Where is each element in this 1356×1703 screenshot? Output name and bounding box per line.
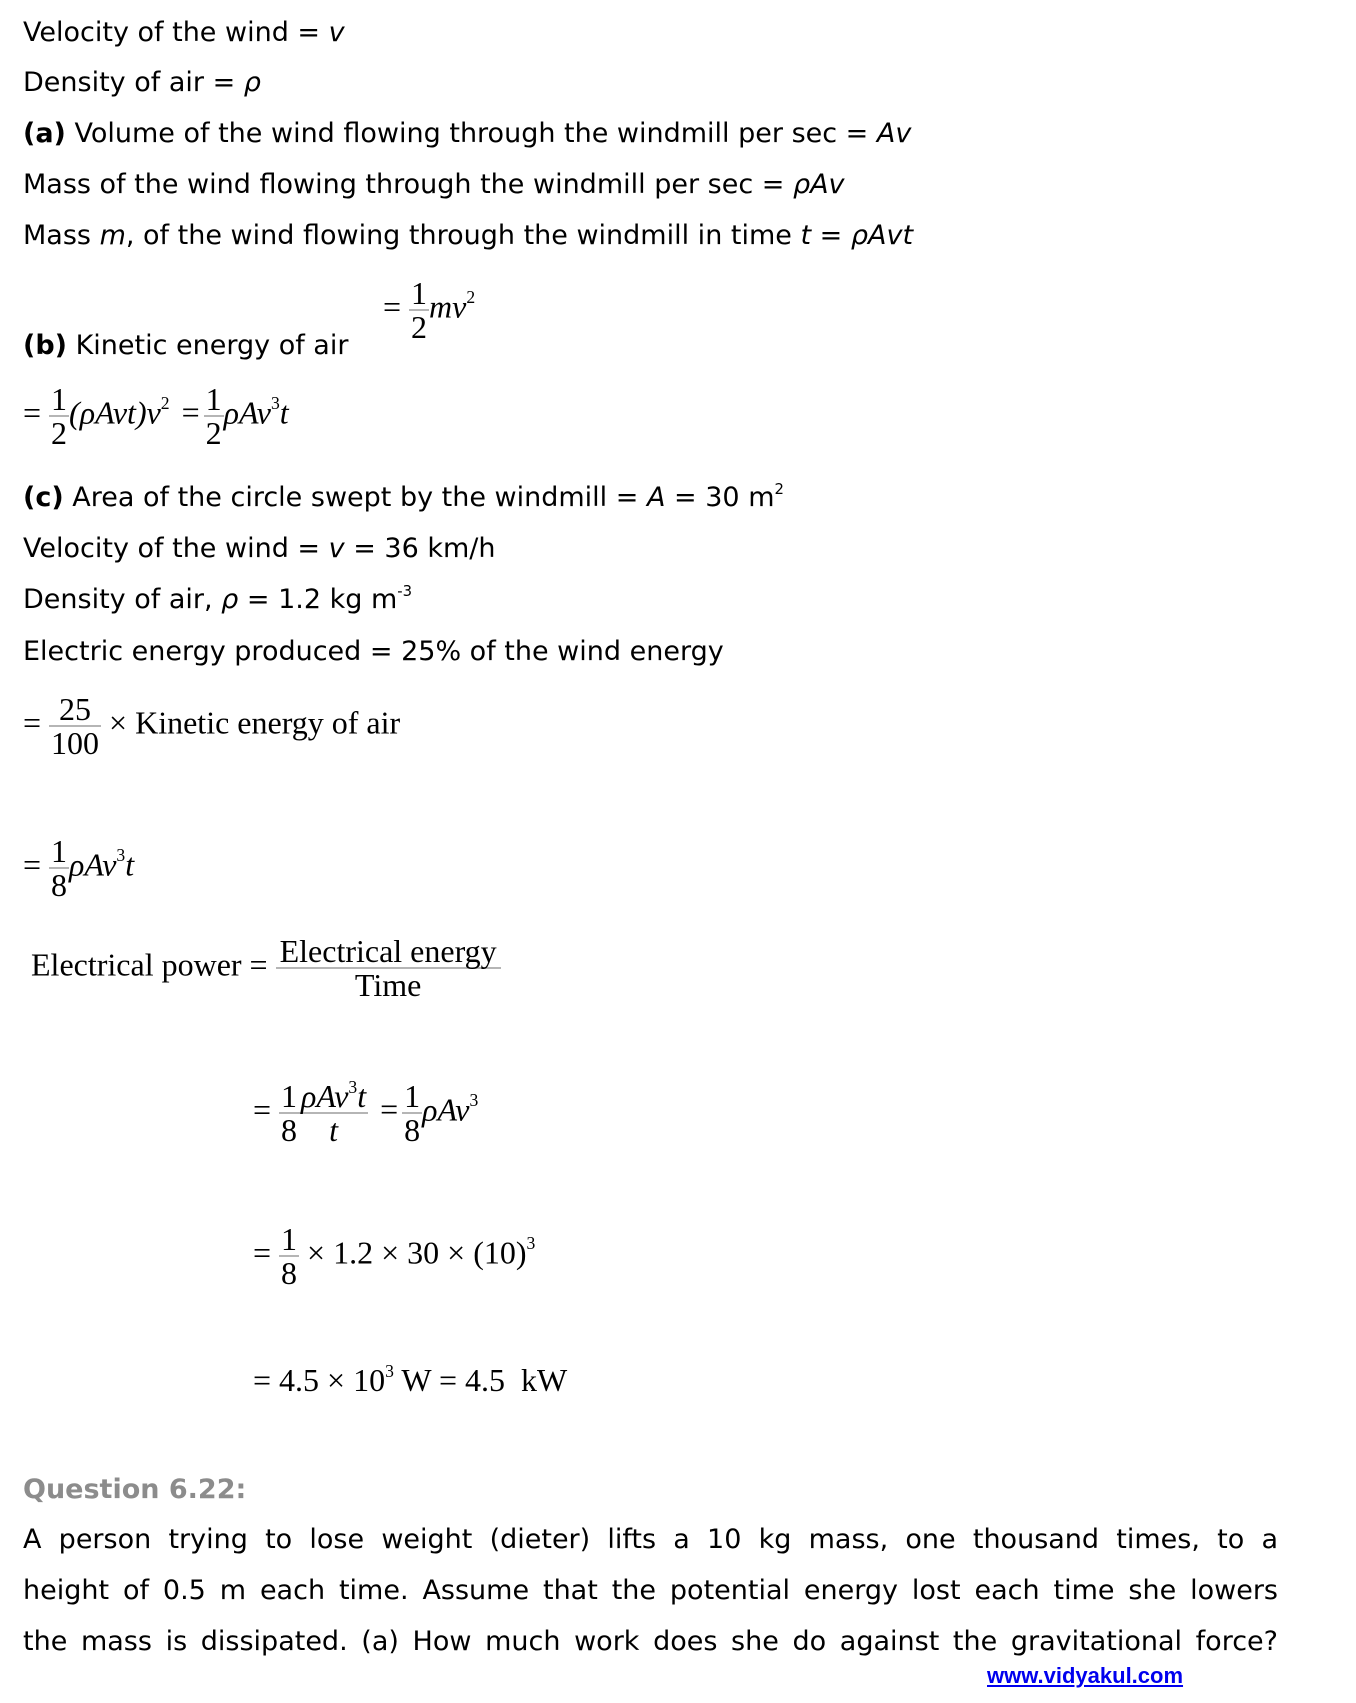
expression: × 1.2 × 30 × (10) — [307, 1234, 527, 1271]
power-result — [253, 1362, 567, 1399]
mass-per-sec-value: ρAv — [792, 169, 845, 200]
expression: (ρAvt)v — [69, 394, 161, 431]
denominator: 8 — [404, 1112, 421, 1148]
fraction — [49, 835, 69, 901]
equals: = — [253, 1362, 272, 1398]
question-line-3: the mass is dissipated. (a) How much work does she do against the gravitational force? — [23, 1626, 1278, 1657]
fraction — [299, 1076, 368, 1148]
denominator: 2 — [411, 309, 428, 345]
area-symbol: A — [646, 482, 666, 513]
numerator: Electrical energy — [279, 933, 497, 969]
numerator: 25 — [59, 691, 92, 727]
numerator: 1 — [411, 275, 428, 311]
fraction — [402, 1080, 422, 1146]
part-b-text: Kinetic energy of air — [67, 330, 349, 361]
equals: = — [23, 846, 42, 883]
mass-time-text: , of the wind flowing through the windmill in time — [125, 220, 801, 251]
energy-text: Electric energy produced = 25% of the wind energy — [23, 636, 724, 667]
exponent: 3 — [270, 393, 280, 414]
numerator: 1 — [281, 1078, 298, 1114]
exponent: -3 — [397, 581, 413, 600]
density-value: = 1.2 kg m — [238, 584, 398, 615]
denominator: 100 — [51, 725, 100, 761]
fraction — [409, 277, 429, 343]
area-value: = 30 m — [665, 482, 775, 513]
denominator: 8 — [281, 1112, 298, 1148]
ke-expansion — [23, 383, 289, 449]
exponent: 2 — [466, 287, 476, 308]
exponent: 3 — [116, 845, 126, 866]
mass-per-sec-text: Mass of the wind flowing through the windmill per sec = — [23, 169, 793, 200]
velocity-value: = 36 km/h — [344, 533, 496, 564]
power-label: Electrical power = — [31, 946, 268, 983]
velocity-symbol: v — [328, 533, 345, 564]
fraction — [49, 693, 101, 759]
question-line-2: height of 0.5 m each time. Assume that the potential energy lost each time she lowers — [23, 1575, 1278, 1606]
expression: mv — [429, 288, 467, 325]
denominator: 2 — [51, 415, 68, 451]
part-a-mass-time — [23, 220, 913, 251]
electric-energy-simplified — [23, 835, 134, 901]
exponent: 3 — [469, 1090, 479, 1111]
expression: ρAv — [301, 1078, 349, 1114]
area-text: Area of the circle swept by the windmill = — [63, 482, 647, 513]
volume-value: Av — [876, 118, 912, 149]
part-a-marker: (a) — [23, 118, 66, 149]
part-c-marker: (c) — [23, 482, 64, 513]
expression: × Kinetic energy of air — [109, 704, 401, 741]
result: W = 4.5 kW — [393, 1362, 568, 1398]
expression: 4.5 × 10 — [279, 1362, 386, 1398]
equals: = — [23, 394, 42, 431]
volume-text: Volume of the wind flowing through the windmill per sec = — [65, 118, 877, 149]
denominator: 8 — [51, 867, 68, 903]
part-c-velocity — [23, 533, 495, 564]
expression: t — [357, 1078, 367, 1114]
numerator: 1 — [404, 1078, 421, 1114]
equals: = — [181, 394, 200, 431]
density-label: Density of air = — [23, 67, 244, 98]
question-title: Question 6.22: — [23, 1474, 247, 1505]
part-c-area — [23, 479, 784, 513]
expression: t — [279, 394, 289, 431]
expression: ρAv — [223, 394, 271, 431]
ke-formula — [383, 277, 475, 343]
denominator: t — [299, 1112, 368, 1146]
mass-time-prefix: Mass — [23, 220, 100, 251]
equals: = — [811, 220, 851, 251]
exponent: 3 — [526, 1233, 536, 1254]
fraction — [276, 935, 501, 1001]
exponent: 2 — [160, 393, 170, 414]
power-substitution — [253, 1223, 535, 1289]
question-line-1: A person trying to lose weight (dieter) lifts a 10 kg mass, one thousand times, to a — [23, 1524, 1278, 1555]
expression: ρAv — [422, 1091, 470, 1128]
density-symbol: ρ — [221, 584, 239, 615]
expression: ρAv — [69, 846, 117, 883]
velocity-text: Velocity of the wind = — [23, 533, 329, 564]
velocity-definition — [23, 17, 345, 48]
equals: = — [380, 1091, 399, 1128]
question-text — [23, 1514, 1278, 1667]
part-c-energy — [23, 636, 724, 667]
part-c-density — [23, 581, 413, 615]
equals: = — [253, 1091, 272, 1128]
numerator: 1 — [51, 833, 68, 869]
equals: = — [23, 704, 42, 741]
mass-symbol: m — [99, 220, 126, 251]
density-symbol: ρ — [243, 67, 261, 98]
numerator: 1 — [281, 1221, 298, 1257]
denominator: 2 — [205, 415, 222, 451]
density-text: Density of air, — [23, 584, 222, 615]
expression: t — [125, 846, 135, 883]
exponent: 3 — [385, 1360, 394, 1381]
velocity-symbol: v — [328, 17, 345, 48]
part-b-label — [23, 330, 348, 361]
mass-time-value: ρAvt — [850, 220, 914, 251]
electrical-power-formula — [31, 935, 501, 1001]
numerator: 1 — [205, 381, 222, 417]
fraction — [279, 1223, 299, 1289]
time-symbol: t — [800, 220, 812, 251]
numerator: 1 — [51, 381, 68, 417]
density-definition — [23, 67, 261, 98]
denominator: 8 — [281, 1255, 298, 1291]
electric-energy-formula — [23, 693, 400, 759]
exponent: 2 — [774, 479, 784, 498]
equals: = — [383, 288, 402, 325]
exponent: 3 — [348, 1076, 358, 1097]
part-a-mass-per-sec — [23, 169, 845, 200]
fraction — [49, 383, 69, 449]
part-b-marker: (b) — [23, 330, 68, 361]
part-a-volume — [23, 118, 911, 149]
velocity-label: Velocity of the wind = — [23, 17, 329, 48]
denominator: Time — [276, 967, 501, 1001]
vidyakul-link[interactable]: www.vidyakul.com — [987, 1663, 1184, 1688]
fraction — [204, 383, 224, 449]
power-derivation — [253, 1076, 479, 1148]
numerator — [299, 1076, 368, 1114]
fraction — [279, 1080, 299, 1146]
equals: = — [253, 1234, 272, 1271]
